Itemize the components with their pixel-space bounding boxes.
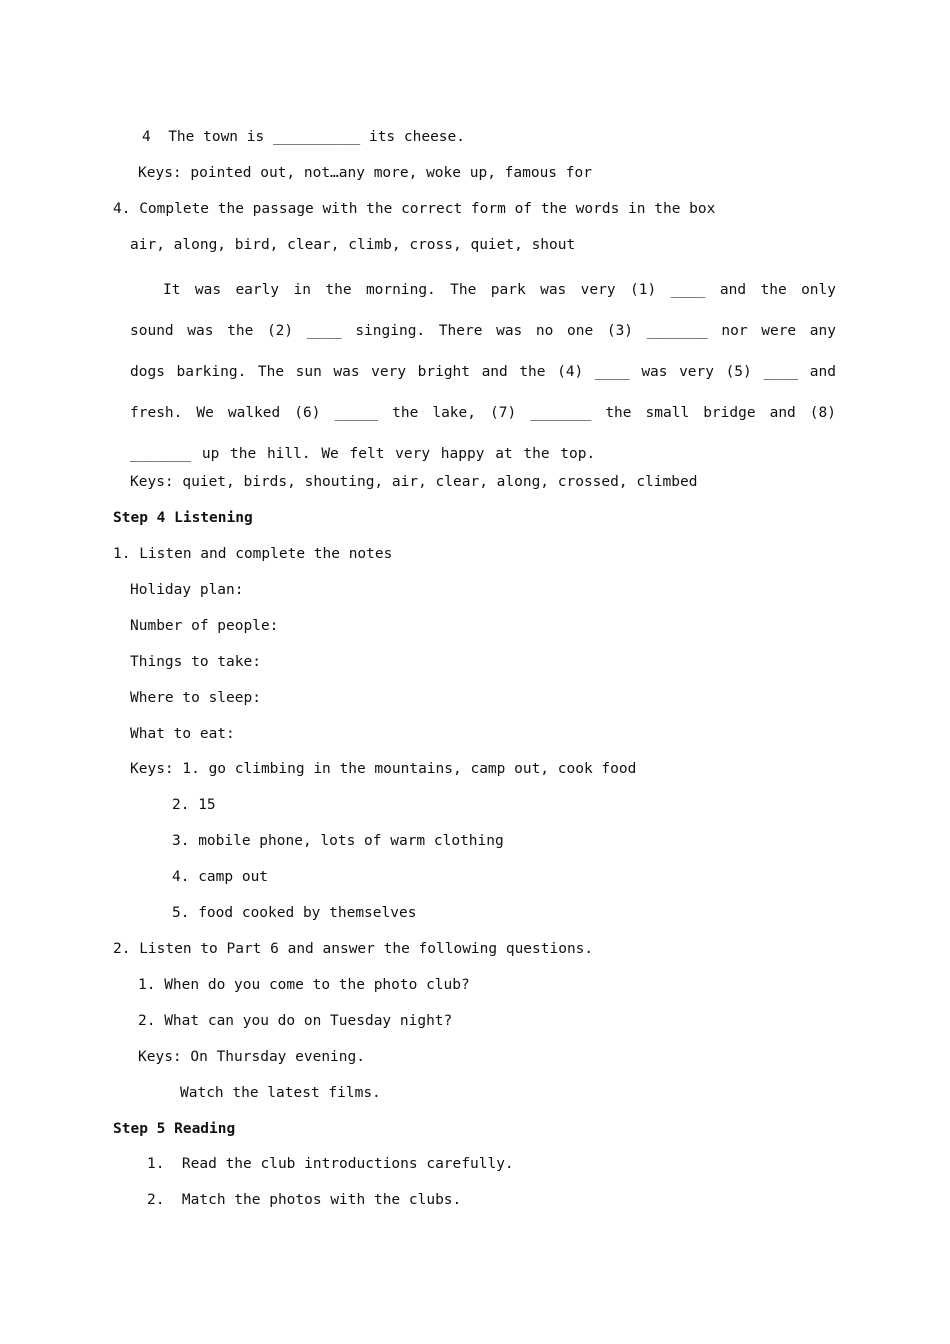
- note-where-to-sleep: Where to sleep:: [130, 690, 261, 706]
- exercise3-keys: Keys: pointed out, not…any more, woke up, famous for: [138, 165, 592, 181]
- step4-keys-label: Keys: 1. go climbing in the mountains, camp out, cook food: [130, 761, 637, 777]
- exercise3-item4: 4 The town is __________ its cheese.: [142, 129, 466, 145]
- step4-task1: 1. Listen and complete the notes: [113, 546, 393, 562]
- step5-item-1: 1. Read the club introductions carefully.: [147, 1156, 514, 1172]
- exercise4-heading: 4. Complete the passage with the correct form of the words in the box: [113, 201, 716, 217]
- answer-1: Keys: On Thursday evening.: [138, 1049, 365, 1065]
- step5-heading: Step 5 Reading: [113, 1121, 236, 1137]
- note-holiday-plan: Holiday plan:: [130, 582, 244, 598]
- exercise4-passage: [130, 270, 836, 475]
- step4-key-3: 3. mobile phone, lots of warm clothing: [172, 833, 504, 849]
- question-2: 2. What can you do on Tuesday night?: [138, 1013, 453, 1029]
- answer-2: Watch the latest films.: [180, 1085, 381, 1101]
- step5-item-2: 2. Match the photos with the clubs.: [147, 1192, 462, 1208]
- step4-heading: Step 4 Listening: [113, 510, 253, 526]
- step4-key-5: 5. food cooked by themselves: [172, 905, 417, 921]
- passage-text: It was early in the morning. The park was very (1) ____ and the only sound was the (2) ____ singing. There was no one (3) _______ nor were any dogs barking. The sun was very bright and the (4) ____ was very (5) ____ and fresh. We walked (6) _____ the lake, (7) _______ the small bridge and (8) _______ up the hill. We felt very happy at the top.: [130, 282, 836, 462]
- note-things-to-take: Things to take:: [130, 654, 261, 670]
- exercise4-keys: Keys: quiet, birds, shouting, air, clear, along, crossed, climbed: [130, 474, 698, 490]
- step4-key-2: 2. 15: [172, 797, 216, 813]
- step4-key-4: 4. camp out: [172, 869, 269, 885]
- note-number-of-people: Number of people:: [130, 618, 279, 634]
- note-what-to-eat: What to eat:: [130, 726, 235, 742]
- question-1: 1. When do you come to the photo club?: [138, 977, 470, 993]
- exercise4-wordbox: air, along, bird, clear, climb, cross, quiet, shout: [130, 237, 576, 253]
- step4-task2: 2. Listen to Part 6 and answer the following questions.: [113, 941, 594, 957]
